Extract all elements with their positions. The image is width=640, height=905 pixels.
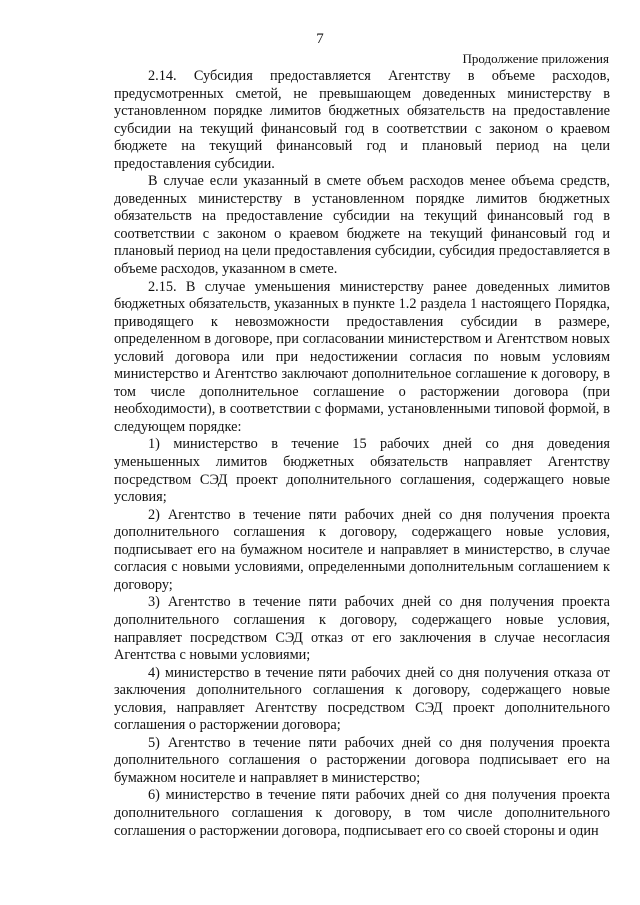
list-item-2: 2) Агентство в течение пяти рабочих дней со дня получения проекта дополнительного соглашения к договору, содержащего новые условия, подписывает его на бумажном носителе и направляет в министерство, в случае согласия с новыми условиями, определенными дополнительным соглашением к договору; [114,506,610,593]
paragraph-2-14-case: В случае если указанный в смете объем расходов менее объема средств, доведенных министерству в установленном порядке лимитов бюджетных обязательств на предоставление субсидии на текущий финансовый год в соответствии с законом о краевом бюджете на текущий финансовый год и плановый период на цели предоставления субсидии, субсидия предоставляется в объеме расходов, указанном в смете. [114,173,610,278]
paragraph-2-15: 2.15. В случае уменьшения министерству ранее доведенных лимитов бюджетных обязательств, указанных в пункте 1.2 раздела 1 настоящего Порядка, приводящего к невозможности предоставления субсидии в размере, определенном в договоре, при согласовании министерством и Агентством новых условий договора или при недостижении согласия по новым условиям министерство и Агентство заключают дополнительное соглашение к договору, в том числе дополнительное соглашение о расторжении договора (при необходимости), в соответствии с формами, установленными типовой формой, в следующем порядке: [114,278,610,435]
list-item-3: 3) Агентство в течение пяти рабочих дней со дня получения проекта дополнительного соглашения к договору, содержащего новые условия, направляет посредством СЭД отказ от его заключения в случае несогласия Агентства с новыми условиями; [114,594,610,664]
list-item-4: 4) министерство в течение пяти рабочих дней со дня получения отказа от заключения дополнительного соглашения к договору, содержащего новые условия, направляет Агентству посредством СЭД проект дополнительного соглашения о расторжении договора; [114,664,610,734]
list-item-1: 1) министерство в течение 15 рабочих дней со дня доведения уменьшенных лимитов бюджетных обязательств направляет Агентству посредством СЭД проект дополнительного соглашения, содержащего новые условия; [114,436,610,506]
list-item-5: 5) Агентство в течение пяти рабочих дней со дня получения проекта дополнительного соглашения о расторжении договора подписывает его на бумажном носителе и направляет в министерство; [114,734,610,786]
document-body [114,68,610,840]
paragraph-2-14: 2.14. Субсидия предоставляется Агентству в объеме расходов, предусмотренных сметой, не превышающем доведенных министерству в установленном порядке лимитов бюджетных обязательств на предоставление субсидии на текущий финансовый год в соответствии с законом о краевом бюджете на текущий финансовый год и плановый период на цели предоставления субсидии. [114,68,610,172]
continuation-caption: Продолжение приложения [462,51,609,66]
page-number: 7 [316,31,324,47]
list-item-6: 6) министерство в течение пяти рабочих дней со дня получения проекта дополнительного соглашения к договору, в том числе дополнительного соглашения о расторжении договора, подписывает его со своей стороны и один [114,787,610,839]
